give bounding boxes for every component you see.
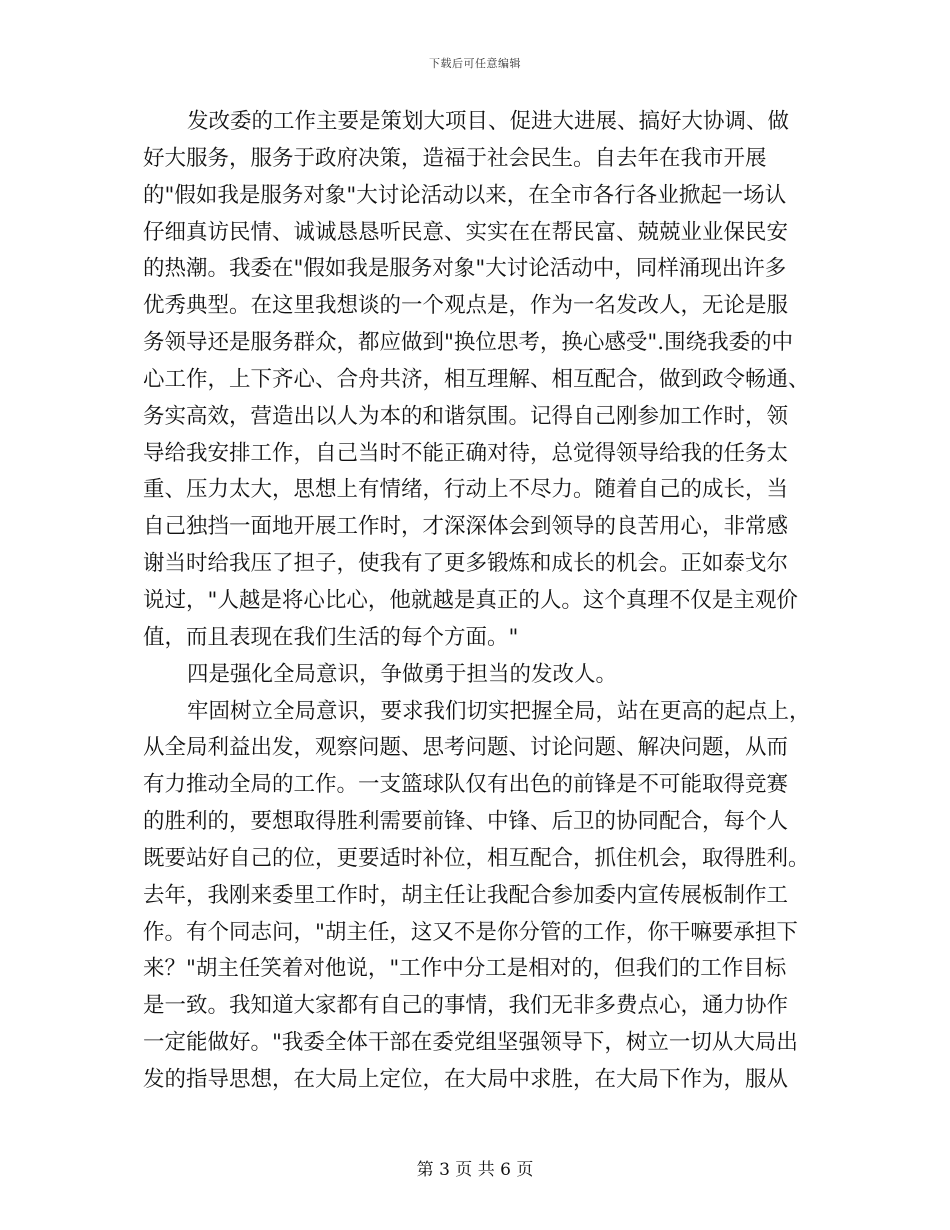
text-line: 一定能做好。"我委全体干部在委党组坚强领导下，树立一切从大局出 bbox=[143, 1030, 798, 1056]
page-header: 下载后可任意编辑 bbox=[429, 57, 521, 70]
text-line: 值，而且表现在我们生活的每个方面。" bbox=[143, 624, 519, 650]
document-body bbox=[143, 104, 811, 1099]
text-line: 的胜利的，要想取得胜利需要前锋、中锋、后卫的协同配合，每个人 bbox=[143, 809, 789, 835]
text-line: 优秀典型。在这里我想谈的一个观点是，作为一名发改人，无论是服 bbox=[143, 293, 789, 319]
text-line: 来？"胡主任笑着对他说，"工作中分工是相对的，但我们的工作目标 bbox=[143, 956, 787, 982]
text-line: 既要站好自己的位，更要适时补位，相互配合，抓住机会，取得胜利。 bbox=[143, 845, 810, 871]
text-line: 的"假如我是服务对象"大讨论活动以来，在全市各行各业掀起一场认 bbox=[143, 182, 787, 208]
text-line: 是一致。我知道大家都有自己的事情，我们无非多费点心，通力协作 bbox=[143, 993, 789, 1019]
text-line: 发改委的工作主要是策划大项目、促进大进展、搞好大协调、做 bbox=[187, 109, 790, 134]
text-line: 务实高效，营造出以人为本的和谐氛围。记得自己刚参加工作时，领 bbox=[143, 403, 789, 429]
text-line: 从全局利益出发，观察问题、思考问题、讨论问题、解决问题，从而 bbox=[143, 735, 789, 761]
text-line: 说过，"人越是将心比心，他就越是真正的人。这个真理不仅是主观价 bbox=[143, 587, 798, 613]
text-line: 发的指导思想，在大局上定位，在大局中求胜，在大局下作为，服从 bbox=[143, 1066, 789, 1092]
text-line: 好大服务，服务于政府决策，造福于社会民生。自去年在我市开展 bbox=[143, 145, 767, 171]
text-line: 重、压力太大，思想上有情绪，行动上不尽力。随着自己的成长，当 bbox=[143, 477, 789, 503]
text-line: 的热潮。我委在"假如我是服务对象"大讨论活动中，同样涌现出许多 bbox=[143, 256, 787, 282]
text-line: 仔细真访民情、诚诚恳恳听民意、实实在在帮民富、兢兢业业保民安 bbox=[143, 219, 789, 245]
text-line: 务领导还是服务群众，都应做到"换位思考，换心感受".围绕我委的中 bbox=[143, 330, 794, 356]
text-line: 去年，我刚来委里工作时，胡主任让我配合参加委内宣传展板制作工 bbox=[143, 882, 789, 908]
text-line: 导给我安排工作，自己当时不能正确对待，总觉得领导给我的任务太 bbox=[143, 440, 789, 466]
page-footer: 第 3 页 共 6 页 bbox=[416, 1160, 534, 1180]
text-line: 有力推动全局的工作。一支篮球队仅有出色的前锋是不可能取得竞赛 bbox=[143, 772, 789, 798]
section-heading: 四是强化全局意识，争做勇于担当的发改人。 bbox=[187, 661, 618, 687]
text-line: 自己独挡一面地开展工作时，才深深体会到领导的良苦用心，非常感 bbox=[143, 514, 789, 540]
text-line: 心工作，上下齐心、合舟共济，相互理解、相互配合，做到政令畅通、 bbox=[143, 366, 810, 392]
text-line: 谢当时给我压了担子，使我有了更多锻炼和成长的机会。正如泰戈尔 bbox=[143, 551, 789, 577]
text-line: 牢固树立全局意识，要求我们切实把握全局，站在更高的起点上， bbox=[187, 698, 811, 724]
text-line: 作。有个同志问，"胡主任，这又不是你分管的工作，你干嘛要承担下 bbox=[143, 919, 798, 945]
